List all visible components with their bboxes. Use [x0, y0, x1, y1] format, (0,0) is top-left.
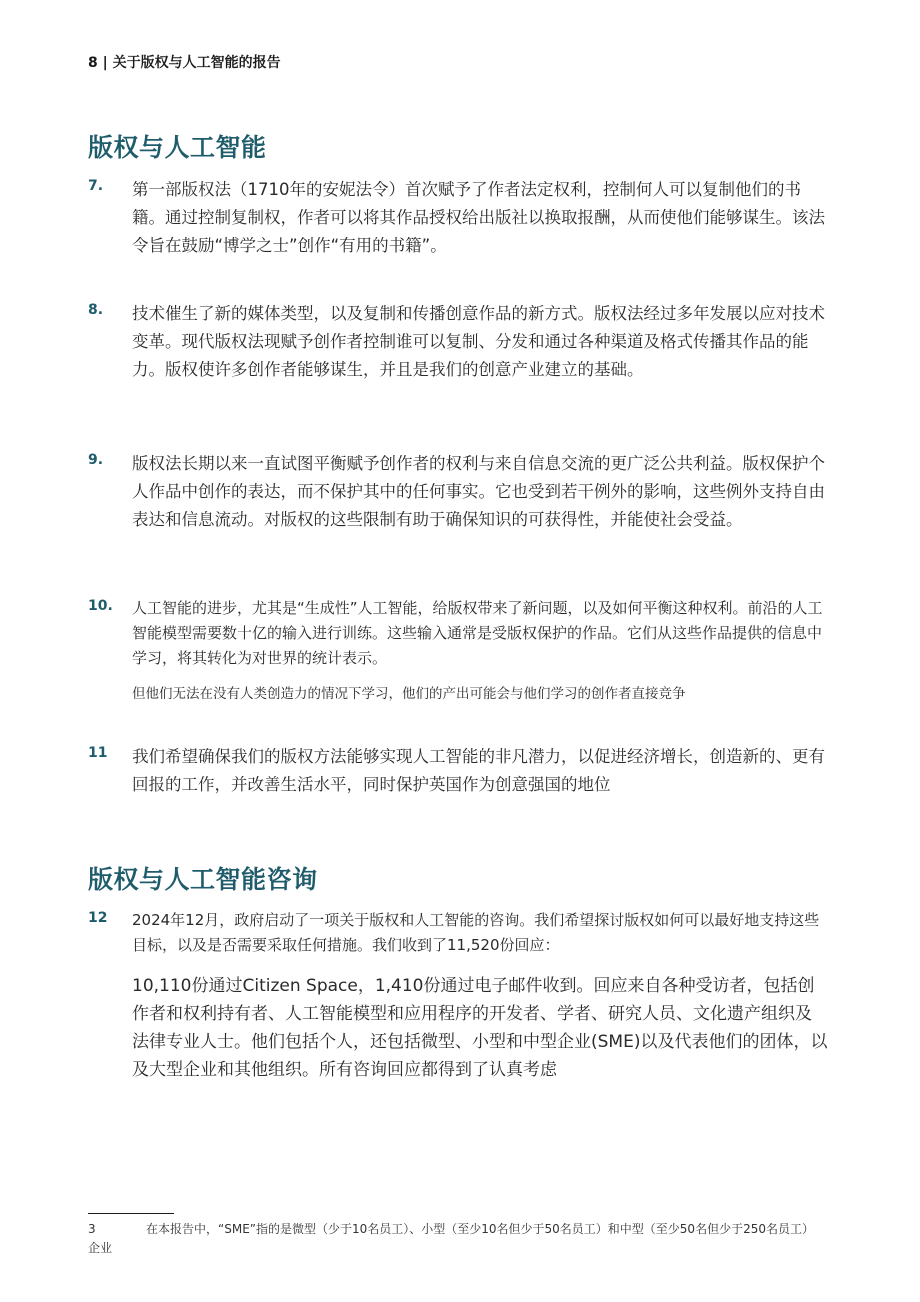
paragraph-text: 人工智能的进步，尤其是“生成性”人工智能，给版权带来了新问题，以及如何平衡这种权利。前沿的人工智能模型需要数十亿的输入进行训练。这些输入通常是受版权保护的作品。它们从这些作品提供的信息中学习，将其转化为对世界的统计表示。	[132, 599, 823, 667]
footnote-rule	[88, 1213, 174, 1214]
paragraph-number: 11	[88, 745, 108, 761]
footnote-text: 在本报告中，“SME”指的是微型（少于10名员工）、小型（至少10名但少于50名员工）和中型（至少50名但少于250名员工）企业	[88, 1222, 814, 1255]
paragraph-number: 8.	[88, 302, 104, 318]
paragraph-10	[88, 596, 828, 705]
paragraph-11	[88, 743, 828, 799]
paragraph-text: 第一部版权法（1710年的安妮法令）首次赋予了作者法定权利，控制何人可以复制他们的书籍。通过控制复制权，作者可以将其作品授权给出版社以换取报酬，从而使他们能够谋生。该法令旨在鼓励“博学之士”创作“有用的书籍”。	[132, 180, 825, 255]
footnote-number: 3	[88, 1222, 96, 1236]
paragraph-12	[88, 908, 828, 1084]
paragraph-7	[88, 176, 828, 260]
paragraph-number: 10.	[88, 598, 113, 614]
paragraph-text: 2024年12月，政府启动了一项关于版权和人工智能的咨询。我们希望探讨版权如何可以最好地支持这些目标，以及是否需要采取任何措施。我们收到了11,520份回应：	[132, 911, 820, 954]
footnote	[88, 1220, 824, 1258]
section-title-consultation: 版权与人工智能咨询	[88, 865, 318, 894]
paragraph-subtext: 但他们无法在没有人类创造力的情况下学习，他们的产出可能会与他们学习的创作者直接竞争	[132, 686, 686, 702]
running-head: 8 | 关于版权与人工智能的报告	[88, 55, 281, 71]
paragraph-number: 12	[88, 910, 108, 926]
paragraph-number: 7.	[88, 178, 104, 194]
paragraph-text: 技术催生了新的媒体类型，以及复制和传播创意作品的新方式。版权法经过多年发展以应对技术变革。现代版权法现赋予创作者控制谁可以复制、分发和通过各种渠道及格式传播其作品的能力。版权使许多创作者能够谋生，并且是我们的创意产业建立的基础。	[132, 304, 825, 379]
paragraph-number: 9.	[88, 452, 104, 468]
paragraph-subtext: 10,110份通过Citizen Space，1,410份通过电子邮件收到。回应来自各种受访者，包括创作者和权利持有者、人工智能模型和应用程序的开发者、学者、研究人员、文化遗产组织及法律专业人士。他们包括个人，还包括微型、小型和中型企业(SME)以及代表他们的团体，以及大型企业和其他组织。所有咨询回应都得到了认真考虑	[132, 976, 828, 1080]
paragraph-text: 我们希望确保我们的版权方法能够实现人工智能的非凡潜力，以促进经济增长，创造新的、更有回报的工作，并改善生活水平，同时保护英国作为创意强国的地位	[132, 747, 825, 794]
paragraph-text: 版权法长期以来一直试图平衡赋予创作者的权利与来自信息交流的更广泛公共利益。版权保护个人作品中创作的表达，而不保护其中的任何事实。它也受到若干例外的影响，这些例外支持自由表达和信息流动。对版权的这些限制有助于确保知识的可获得性，并能使社会受益。	[132, 454, 825, 529]
paragraph-9	[88, 450, 828, 534]
section-title-copyright-ai: 版权与人工智能	[88, 133, 267, 162]
paragraph-8	[88, 300, 828, 384]
